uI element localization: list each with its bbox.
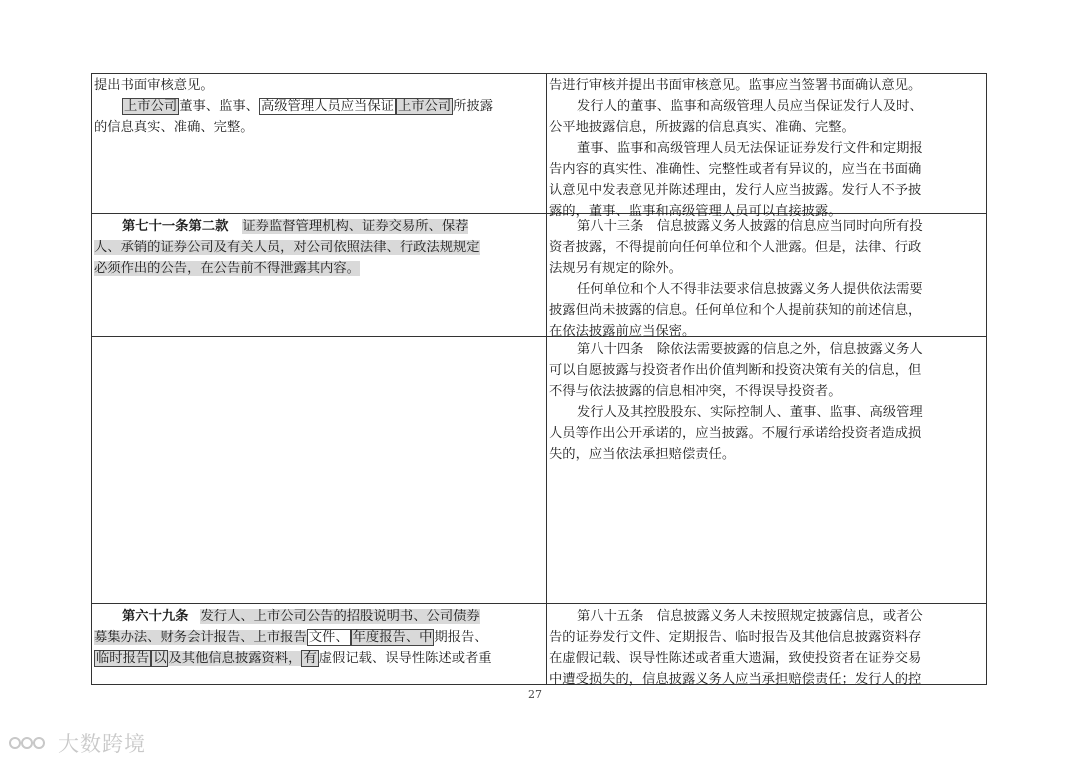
text-line: 失的，应当依法承担赔偿责任。 [549, 447, 736, 462]
text-line: 在依法披露前应当保密。 [549, 324, 696, 339]
page-number: 27 [528, 688, 542, 701]
highlight-box: 临时报告 [96, 651, 150, 666]
text-span: 董事、监事、 [179, 99, 259, 114]
text-line [94, 648, 544, 669]
highlight-box: 有 [303, 651, 317, 666]
highlight-box: 年度报告、中 [352, 630, 433, 645]
text-line: 任何单位和个人不得非法要求信息披露义务人提供依法需要 [577, 282, 923, 297]
row1-right-cell [549, 75, 985, 222]
article-heading: 第七十一条第二款 [122, 219, 229, 234]
highlight-span: 人、承销的证券公司及有关人员，对公司依照法律、行政法规规定 [94, 240, 480, 255]
text-line [94, 96, 544, 117]
text-line: 披露但尚未披露的信息。任何单位和个人提前获知的前述信息， [549, 303, 922, 318]
text-line: 不得与依法披露的信息相冲突，不得误导投资者。 [549, 384, 842, 399]
text-line: 在虚假记载、误导性陈述或者重大遗漏，致使投资者在证券交易 [549, 651, 922, 666]
text-line: 人员等作出公开承诺的，应当披露。不履行承诺给投资者造成损 [549, 426, 922, 441]
text-line: 公平地披露信息，所披露的信息真实、准确、完整。 [549, 120, 855, 135]
text-line: 发行人的董事、监事和高级管理人员应当保证发行人及时、 [577, 99, 923, 114]
text-line: 认意见中发表意见并陈述理由，发行人应当披露。发行人不予披 [549, 183, 922, 198]
watermark-text: 大数跨境 [58, 732, 146, 756]
highlight-box: 以 [153, 651, 167, 666]
text-line: 提出书面审核意见。 [94, 78, 214, 93]
column-divider [546, 73, 547, 685]
text-line: 第八十三条 信息披露义务人披露的信息应当同时向所有投 [577, 219, 923, 234]
highlight-box: 文件、 [308, 630, 349, 645]
text-line [94, 627, 544, 648]
text-line: 露的，董事、监事和高级管理人员可以直接披露。 [549, 204, 842, 219]
highlight-box: 上市公司 [124, 99, 178, 114]
text-line: 第八十四条 除依法需要披露的信息之外，信息披露义务人 [577, 342, 923, 357]
text-line: 可以自愿披露与投资者作出价值判断和投资决策有关的信息，但 [549, 363, 922, 378]
text-line: 第八十五条 信息披露义务人未按照规定披露信息，或者公 [577, 609, 923, 624]
text-line: 告内容的真实性、准确性、完整性或者有异议的，应当在书面确 [549, 162, 922, 177]
text-line: 董事、监事和高级管理人员无法保证证券发行文件和定期报 [577, 141, 923, 156]
row2-right-cell [549, 216, 985, 342]
text-line: 的信息真实、准确、完整。 [94, 120, 254, 135]
row1-left-cell [94, 75, 544, 138]
row3-right-cell [549, 339, 985, 465]
highlight-span: 证券监督管理机构、证券交易所、保荐 [242, 219, 469, 234]
highlight-span: 募集办法、财务会计报告、上市报告 [94, 630, 307, 645]
text-span: 所披露 [453, 99, 494, 114]
text-span: 虚假记载、误导性陈述或者重 [318, 651, 492, 666]
text-line: 发行人及其控股股东、实际控制人、董事、监事、高级管理 [577, 405, 923, 420]
row4-right-cell [549, 606, 985, 690]
highlight-box: 高级管理人员应当保证 [260, 99, 394, 114]
highlight-box: 上市公司 [397, 99, 452, 114]
row-divider [91, 603, 987, 604]
text-line [94, 237, 544, 258]
text-span: 期报告、 [434, 630, 488, 645]
text-line [94, 258, 544, 279]
text-line: 法规另有规定的除外。 [549, 261, 682, 276]
highlight-span: 必须作出的公告，在公告前不得泄露其内容。 [94, 261, 360, 276]
text-line: 中遭受损失的，信息披露义务人应当承担赔偿责任；发行人的控 [549, 672, 922, 687]
highlight-span: 发行人、上市公司公告的招股说明书、公司债券 [200, 609, 480, 624]
text-line: 告的证券发行文件、定期报告、临时报告及其他信息披露资料存 [549, 630, 922, 645]
highlight-span: 及其他信息披露资料， [168, 651, 302, 666]
article-heading: 第六十九条 [122, 609, 189, 624]
text-line: 资者披露，不得提前向任何单位和个人泄露。但是，法律、行政 [549, 240, 922, 255]
watermark [8, 728, 146, 758]
text-line: 告进行审核并提出书面审核意见。监事应当签署书面确认意见。 [549, 78, 922, 93]
text-line [94, 606, 544, 627]
text-line [94, 216, 544, 237]
row2-left-cell [94, 216, 544, 279]
row4-left-cell [94, 606, 544, 669]
comparison-table [91, 73, 987, 685]
watermark-logo-icon [8, 730, 52, 756]
